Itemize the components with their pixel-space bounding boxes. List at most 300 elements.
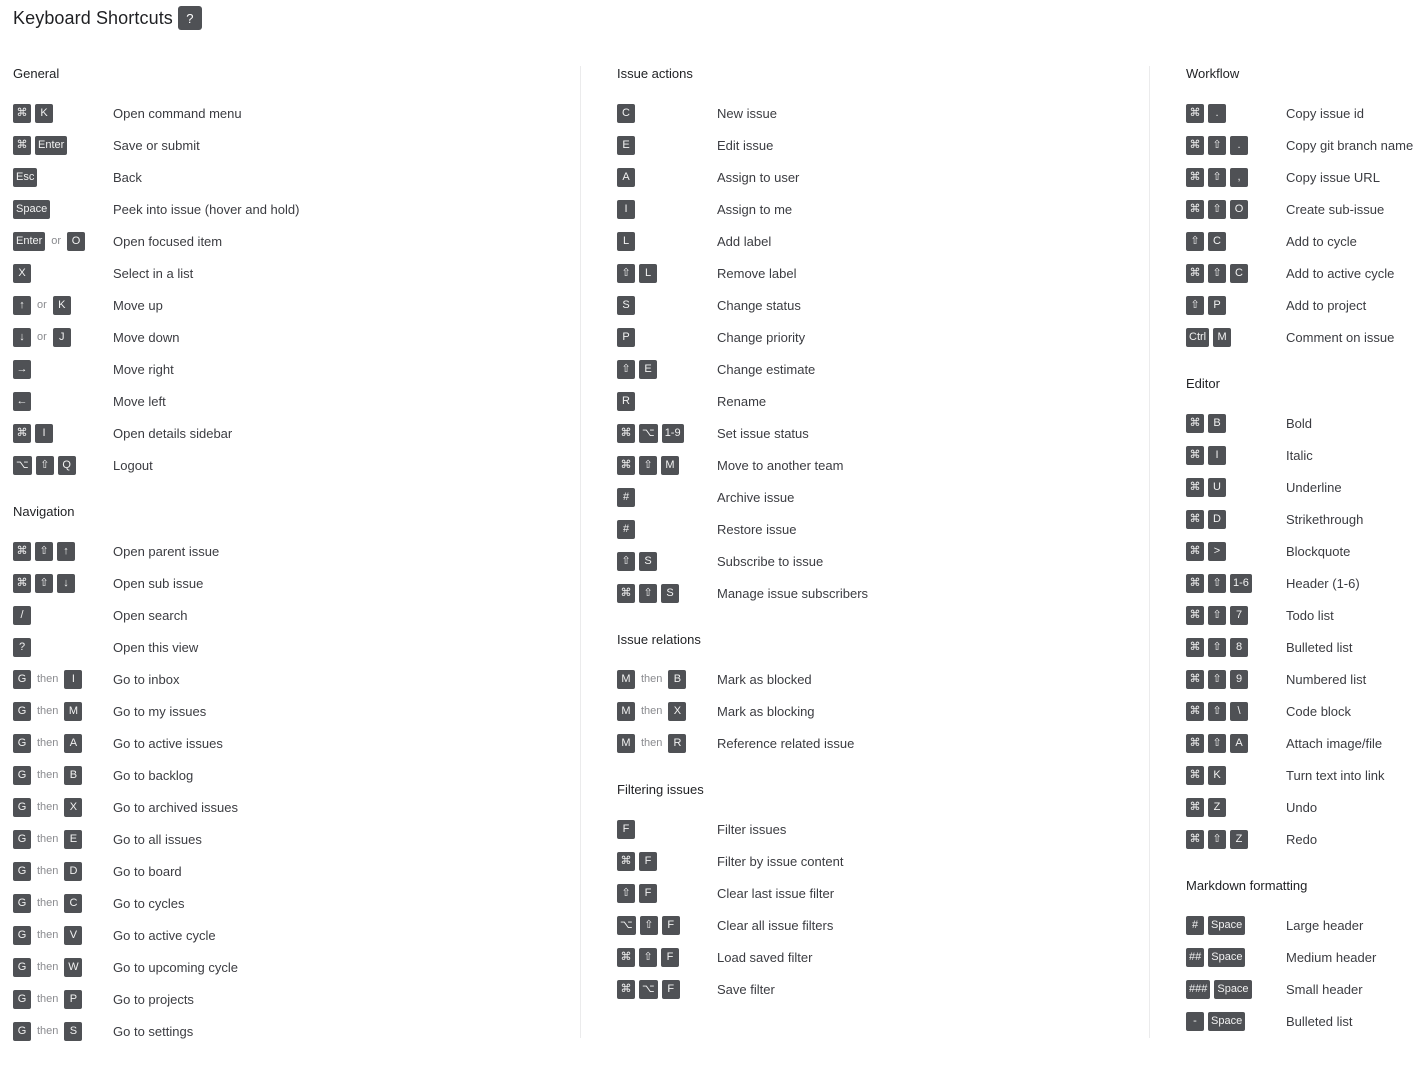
shortcut-keys	[617, 520, 717, 539]
key-cap: ⇧	[35, 574, 53, 593]
shortcut-row-add-to-project	[1186, 289, 1422, 321]
shortcut-row-new-issue	[617, 97, 1137, 129]
shortcut-keys	[1186, 830, 1286, 849]
shortcut-keys	[1186, 1012, 1286, 1031]
key-cap: ⇧	[617, 884, 635, 903]
key-separator: then	[37, 673, 59, 685]
key-cap: ?	[13, 638, 31, 657]
shortcut-keys	[1186, 168, 1286, 187]
shortcut-keys	[1186, 734, 1286, 753]
shortcut-label: Code block	[1286, 703, 1352, 719]
shortcut-label: Edit issue	[717, 137, 774, 153]
shortcut-label: Assign to user	[717, 169, 800, 185]
shortcut-row-add-to-active-cycle	[1186, 257, 1422, 289]
shortcut-keys	[13, 926, 113, 945]
shortcut-keys	[1186, 702, 1286, 721]
shortcut-label: Numbered list	[1286, 671, 1367, 687]
shortcut-keys	[1186, 232, 1286, 251]
shortcut-keys	[13, 392, 113, 411]
key-cap: C	[1208, 232, 1226, 251]
shortcut-row-medium-header	[1186, 941, 1422, 973]
shortcut-label: Restore issue	[717, 521, 797, 537]
shortcut-label: Filter issues	[717, 821, 787, 837]
shortcut-row-move-right	[13, 353, 573, 385]
key-cap: O	[67, 232, 85, 251]
key-cap: ⌘	[1186, 734, 1204, 753]
key-cap: K	[35, 104, 53, 123]
shortcut-label: Change status	[717, 297, 801, 313]
key-separator: then	[37, 929, 59, 941]
key-cap: S	[639, 552, 657, 571]
key-cap: G	[13, 894, 31, 913]
shortcut-row-open-sub-issue	[13, 567, 573, 599]
shortcut-label: Open parent issue	[113, 543, 220, 559]
key-cap: M	[617, 702, 635, 721]
shortcut-row-edit-issue	[617, 129, 1137, 161]
shortcut-row-back	[13, 161, 573, 193]
shortcut-label: Move down	[113, 329, 180, 345]
key-cap: ⌘	[1186, 606, 1204, 625]
shortcut-row-clear-all-issue-filters	[617, 909, 1137, 941]
shortcut-row-go-to-archived-issues	[13, 791, 573, 823]
shortcut-label: Header (1-6)	[1286, 575, 1360, 591]
key-cap: E	[617, 136, 635, 155]
shortcut-row-create-sub-issue	[1186, 193, 1422, 225]
shortcut-keys	[617, 360, 717, 379]
section-title: Issue actions	[617, 66, 693, 81]
key-cap: S	[64, 1022, 82, 1041]
column-divider	[580, 66, 581, 1038]
shortcut-row-italic	[1186, 439, 1422, 471]
shortcut-keys	[617, 852, 717, 871]
shortcut-row-go-to-board	[13, 855, 573, 887]
shortcut-label: Select in a list	[113, 265, 194, 281]
key-cap: ⇧	[36, 456, 54, 475]
key-cap: ⌘	[617, 424, 635, 443]
shortcut-label: Underline	[1286, 479, 1342, 495]
key-cap: A	[617, 168, 635, 187]
shortcut-row-small-header	[1186, 973, 1422, 1005]
shortcut-row-go-to-active-issues	[13, 727, 573, 759]
key-cap: K	[53, 296, 71, 315]
shortcut-label: Add label	[717, 233, 772, 249]
shortcut-label: Assign to me	[717, 201, 793, 217]
key-cap: ⌘	[617, 948, 635, 967]
shortcut-keys	[1186, 414, 1286, 433]
shortcut-keys	[13, 766, 113, 785]
shortcut-label: Go to board	[113, 863, 182, 879]
shortcut-row-bold	[1186, 407, 1422, 439]
key-cap: ⌘	[1186, 136, 1204, 155]
shortcut-keys	[617, 264, 717, 283]
key-cap: ⌘	[617, 584, 635, 603]
shortcut-row-undo	[1186, 791, 1422, 823]
shortcut-label: Back	[113, 169, 142, 185]
shortcut-keys	[617, 702, 717, 721]
key-separator: then	[37, 1025, 59, 1037]
shortcut-keys	[1186, 798, 1286, 817]
shortcut-label: Open details sidebar	[113, 425, 233, 441]
shortcut-keys	[1186, 606, 1286, 625]
key-cap: ⌘	[13, 542, 31, 561]
key-separator: then	[37, 801, 59, 813]
shortcut-keys	[13, 296, 113, 315]
shortcut-keys	[617, 488, 717, 507]
key-cap: ⇧	[35, 542, 53, 561]
shortcut-row-go-to-my-issues	[13, 695, 573, 727]
key-cap: ⌘	[1186, 574, 1204, 593]
shortcut-keys	[13, 638, 113, 657]
key-cap: ⇧	[1208, 702, 1226, 721]
key-cap: ⌘	[1186, 510, 1204, 529]
key-cap: ⌘	[13, 104, 31, 123]
key-separator: then	[37, 961, 59, 973]
shortcut-label: Todo list	[1286, 607, 1334, 623]
section-title: Navigation	[13, 504, 75, 519]
shortcut-row-turn-text-into-link	[1186, 759, 1422, 791]
shortcut-row-set-issue-status	[617, 417, 1137, 449]
shortcut-label: Remove label	[717, 265, 797, 281]
shortcut-row-copy-issue-id	[1186, 97, 1422, 129]
key-cap: #	[1186, 916, 1204, 935]
key-cap: ⌥	[639, 980, 658, 999]
key-cap: /	[13, 606, 31, 625]
shortcut-row-redo	[1186, 823, 1422, 855]
key-cap: ⌘	[1186, 478, 1204, 497]
key-cap: X	[668, 702, 686, 721]
key-cap: ⌥	[617, 916, 636, 935]
shortcut-row-go-to-cycles	[13, 887, 573, 919]
shortcut-keys	[1186, 296, 1286, 315]
shortcut-label: Go to upcoming cycle	[113, 959, 239, 975]
key-cap: U	[1208, 478, 1226, 497]
shortcut-keys	[1186, 948, 1286, 967]
key-cap: ⇧	[1208, 264, 1226, 283]
section-title: Issue relations	[617, 632, 701, 647]
shortcut-keys	[617, 916, 717, 935]
key-cap: ⇧	[639, 584, 657, 603]
key-cap: ⇧	[1186, 296, 1204, 315]
shortcut-row-peek-into-issue-hover-and-hold	[13, 193, 573, 225]
shortcut-label: Change priority	[717, 329, 806, 345]
shortcut-keys	[1186, 574, 1286, 593]
shortcut-label: Peek into issue (hover and hold)	[113, 201, 300, 217]
shortcut-keys	[13, 798, 113, 817]
shortcut-row-move-up	[13, 289, 573, 321]
key-cap: ⌘	[617, 980, 635, 999]
shortcut-row-select-in-a-list	[13, 257, 573, 289]
shortcut-row-save-filter	[617, 973, 1137, 1005]
shortcut-keys	[1186, 136, 1286, 155]
help-key-icon[interactable]: ?	[178, 6, 202, 30]
shortcut-keys	[13, 232, 113, 251]
shortcut-keys	[13, 958, 113, 977]
key-cap: Space	[1214, 980, 1251, 999]
key-cap: S	[617, 296, 635, 315]
key-cap: ⌘	[1186, 766, 1204, 785]
key-cap: Z	[1208, 798, 1226, 817]
shortcut-keys	[617, 552, 717, 571]
shortcut-keys	[13, 136, 113, 155]
shortcut-keys	[617, 200, 717, 219]
key-cap: ⌘	[1186, 542, 1204, 561]
shortcut-label: Comment on issue	[1286, 329, 1395, 345]
shortcut-label: Go to projects	[113, 991, 194, 1007]
key-cap: ⌘	[13, 574, 31, 593]
shortcut-row-clear-last-issue-filter	[617, 877, 1137, 909]
key-cap: D	[64, 862, 82, 881]
key-cap: ⌥	[639, 424, 658, 443]
shortcut-label: Set issue status	[717, 425, 809, 441]
key-separator: then	[641, 705, 663, 717]
section-editor	[1186, 373, 1422, 855]
key-cap: R	[668, 734, 686, 753]
key-cap: ⇧	[640, 916, 658, 935]
shortcut-keys	[13, 702, 113, 721]
shortcut-row-go-to-projects	[13, 983, 573, 1015]
key-cap: F	[639, 884, 657, 903]
shortcut-row-go-to-active-cycle	[13, 919, 573, 951]
key-cap: ⌘	[1186, 168, 1204, 187]
key-cap: O	[1230, 200, 1248, 219]
column-divider	[1149, 66, 1150, 1038]
key-cap: ⌘	[1186, 638, 1204, 657]
shortcut-row-open-details-sidebar	[13, 417, 573, 449]
shortcut-keys	[617, 232, 717, 251]
key-cap: Q	[58, 456, 76, 475]
shortcut-keys	[617, 884, 717, 903]
key-cap: 1-6	[1230, 574, 1252, 593]
shortcut-row-code-block	[1186, 695, 1422, 727]
shortcut-label: Move up	[113, 297, 163, 313]
shortcut-keys	[1186, 478, 1286, 497]
section-title: Workflow	[1186, 66, 1240, 81]
shortcut-label: Create sub-issue	[1286, 201, 1385, 217]
key-cap: ⇧	[617, 552, 635, 571]
shortcut-label: Clear all issue filters	[717, 917, 834, 933]
key-cap: M	[617, 670, 635, 689]
shortcut-label: Add to project	[1286, 297, 1367, 313]
key-cap: ⌘	[1186, 702, 1204, 721]
shortcut-keys	[1186, 328, 1286, 347]
section-issue-relations	[617, 629, 1137, 759]
key-cap: G	[13, 734, 31, 753]
shortcut-row-go-to-upcoming-cycle	[13, 951, 573, 983]
key-cap: ⌘	[13, 136, 31, 155]
key-cap: F	[662, 980, 680, 999]
shortcut-label: Redo	[1286, 831, 1318, 847]
shortcut-row-strikethrough	[1186, 503, 1422, 535]
shortcut-keys	[1186, 670, 1286, 689]
shortcut-label: Go to inbox	[113, 671, 180, 687]
key-cap: ⇧	[1208, 734, 1226, 753]
shortcut-keys	[1186, 510, 1286, 529]
shortcut-row-remove-label	[617, 257, 1137, 289]
shortcut-row-move-left	[13, 385, 573, 417]
shortcut-label: Bulleted list	[1286, 639, 1353, 655]
key-cap: 8	[1230, 638, 1248, 657]
shortcut-keys	[13, 200, 113, 219]
key-cap: Space	[13, 200, 50, 219]
key-cap: ⌘	[1186, 798, 1204, 817]
shortcuts-column-3	[1186, 63, 1422, 1057]
shortcut-label: Small header	[1286, 981, 1363, 997]
key-cap: W	[64, 958, 82, 977]
shortcut-row-numbered-list	[1186, 663, 1422, 695]
shortcut-label: Go to cycles	[113, 895, 185, 911]
shortcut-label: Open focused item	[113, 233, 223, 249]
shortcut-keys	[1186, 200, 1286, 219]
shortcut-label: Go to all issues	[113, 831, 202, 847]
shortcut-row-open-this-view	[13, 631, 573, 663]
key-cap: -	[1186, 1012, 1204, 1031]
shortcut-row-mark-as-blocked	[617, 663, 1137, 695]
key-cap: C	[64, 894, 82, 913]
section-workflow	[1186, 63, 1422, 353]
shortcut-row-copy-git-branch-name	[1186, 129, 1422, 161]
key-cap: G	[13, 958, 31, 977]
shortcut-keys	[13, 104, 113, 123]
key-cap: ⇧	[1208, 200, 1226, 219]
key-cap: Enter	[35, 136, 67, 155]
key-cap: \	[1230, 702, 1248, 721]
key-cap: B	[668, 670, 686, 689]
key-cap: G	[13, 798, 31, 817]
shortcut-keys	[13, 734, 113, 753]
key-cap: D	[1208, 510, 1226, 529]
key-cap: F	[617, 820, 635, 839]
key-cap: ⌘	[1186, 414, 1204, 433]
key-separator: then	[37, 865, 59, 877]
shortcut-keys	[1186, 264, 1286, 283]
shortcut-keys	[13, 328, 113, 347]
key-cap: ⇧	[1208, 606, 1226, 625]
shortcut-keys	[617, 328, 717, 347]
shortcut-keys	[13, 456, 113, 475]
key-cap: E	[64, 830, 82, 849]
shortcut-keys	[617, 670, 717, 689]
shortcut-row-load-saved-filter	[617, 941, 1137, 973]
key-cap: E	[639, 360, 657, 379]
shortcut-label: Undo	[1286, 799, 1318, 815]
key-cap: >	[1208, 542, 1226, 561]
key-cap: B	[64, 766, 82, 785]
key-cap: I	[35, 424, 53, 443]
shortcut-label: Medium header	[1286, 949, 1377, 965]
section-general	[13, 63, 573, 481]
shortcut-row-todo-list	[1186, 599, 1422, 631]
shortcut-label: Copy issue URL	[1286, 169, 1380, 185]
key-cap: ⌘	[1186, 200, 1204, 219]
shortcut-label: Bold	[1286, 415, 1313, 431]
key-cap: ⌘	[617, 456, 635, 475]
key-cap: Space	[1208, 1012, 1245, 1031]
shortcut-label: New issue	[717, 105, 777, 121]
key-cap: P	[617, 328, 635, 347]
shortcut-label: Change estimate	[717, 361, 816, 377]
shortcut-row-open-parent-issue	[13, 535, 573, 567]
shortcut-label: Archive issue	[717, 489, 795, 505]
shortcut-row-open-search	[13, 599, 573, 631]
shortcut-label: Rename	[717, 393, 767, 409]
key-cap: F	[639, 852, 657, 871]
shortcut-label: Attach image/file	[1286, 735, 1383, 751]
shortcut-keys	[617, 980, 717, 999]
shortcut-label: Mark as blocked	[717, 671, 812, 687]
shortcut-label: Add to active cycle	[1286, 265, 1395, 281]
shortcut-row-blockquote	[1186, 535, 1422, 567]
key-separator: then	[37, 897, 59, 909]
shortcut-label: Move left	[113, 393, 166, 409]
shortcut-row-go-to-backlog	[13, 759, 573, 791]
shortcut-keys	[13, 360, 113, 379]
key-cap: F	[661, 948, 679, 967]
shortcut-row-header-1-6	[1186, 567, 1422, 599]
key-cap: ←	[13, 392, 31, 411]
key-cap: S	[661, 584, 679, 603]
shortcut-keys	[617, 948, 717, 967]
key-separator: then	[37, 705, 59, 717]
key-cap: #	[617, 488, 635, 507]
key-cap: K	[1208, 766, 1226, 785]
shortcut-row-assign-to-me	[617, 193, 1137, 225]
shortcut-label: Go to active cycle	[113, 927, 216, 943]
shortcut-label: Open this view	[113, 639, 199, 655]
key-cap: ⇧	[1208, 574, 1226, 593]
shortcut-keys	[1186, 542, 1286, 561]
shortcut-keys	[617, 820, 717, 839]
shortcut-label: Strikethrough	[1286, 511, 1364, 527]
key-cap: ⌘	[1186, 264, 1204, 283]
shortcut-label: Bulleted list	[1286, 1013, 1353, 1029]
key-cap: ⇧	[639, 948, 657, 967]
shortcut-label: Load saved filter	[717, 949, 813, 965]
key-cap: P	[64, 990, 82, 1009]
key-cap: G	[13, 766, 31, 785]
key-cap: ⇧	[1208, 136, 1226, 155]
shortcut-label: Subscribe to issue	[717, 553, 824, 569]
key-cap: ⇧	[1208, 638, 1226, 657]
key-separator: or	[51, 235, 62, 247]
key-cap: ⌘	[1186, 670, 1204, 689]
key-cap: I	[64, 670, 82, 689]
shortcut-row-change-priority	[617, 321, 1137, 353]
shortcut-keys	[1186, 766, 1286, 785]
key-cap: M	[1213, 328, 1231, 347]
key-cap: M	[64, 702, 82, 721]
key-cap: ##	[1186, 948, 1204, 967]
shortcut-label: Open sub issue	[113, 575, 204, 591]
shortcut-row-add-to-cycle	[1186, 225, 1422, 257]
section-filtering-issues	[617, 779, 1137, 1005]
shortcut-keys	[617, 296, 717, 315]
key-cap: Space	[1208, 948, 1245, 967]
section-title: Editor	[1186, 376, 1220, 391]
shortcut-row-go-to-all-issues	[13, 823, 573, 855]
key-cap: G	[13, 1022, 31, 1041]
key-cap: A	[1230, 734, 1248, 753]
shortcut-label: Go to backlog	[113, 767, 194, 783]
key-cap: Ctrl	[1186, 328, 1209, 347]
key-cap: 1-9	[662, 424, 684, 443]
key-cap: G	[13, 990, 31, 1009]
page-header	[13, 6, 202, 30]
shortcut-label: Turn text into link	[1286, 767, 1385, 783]
key-cap: ⇧	[617, 264, 635, 283]
key-cap: X	[13, 264, 31, 283]
shortcut-label: Filter by issue content	[717, 853, 844, 869]
shortcut-row-manage-issue-subscribers	[617, 577, 1137, 609]
